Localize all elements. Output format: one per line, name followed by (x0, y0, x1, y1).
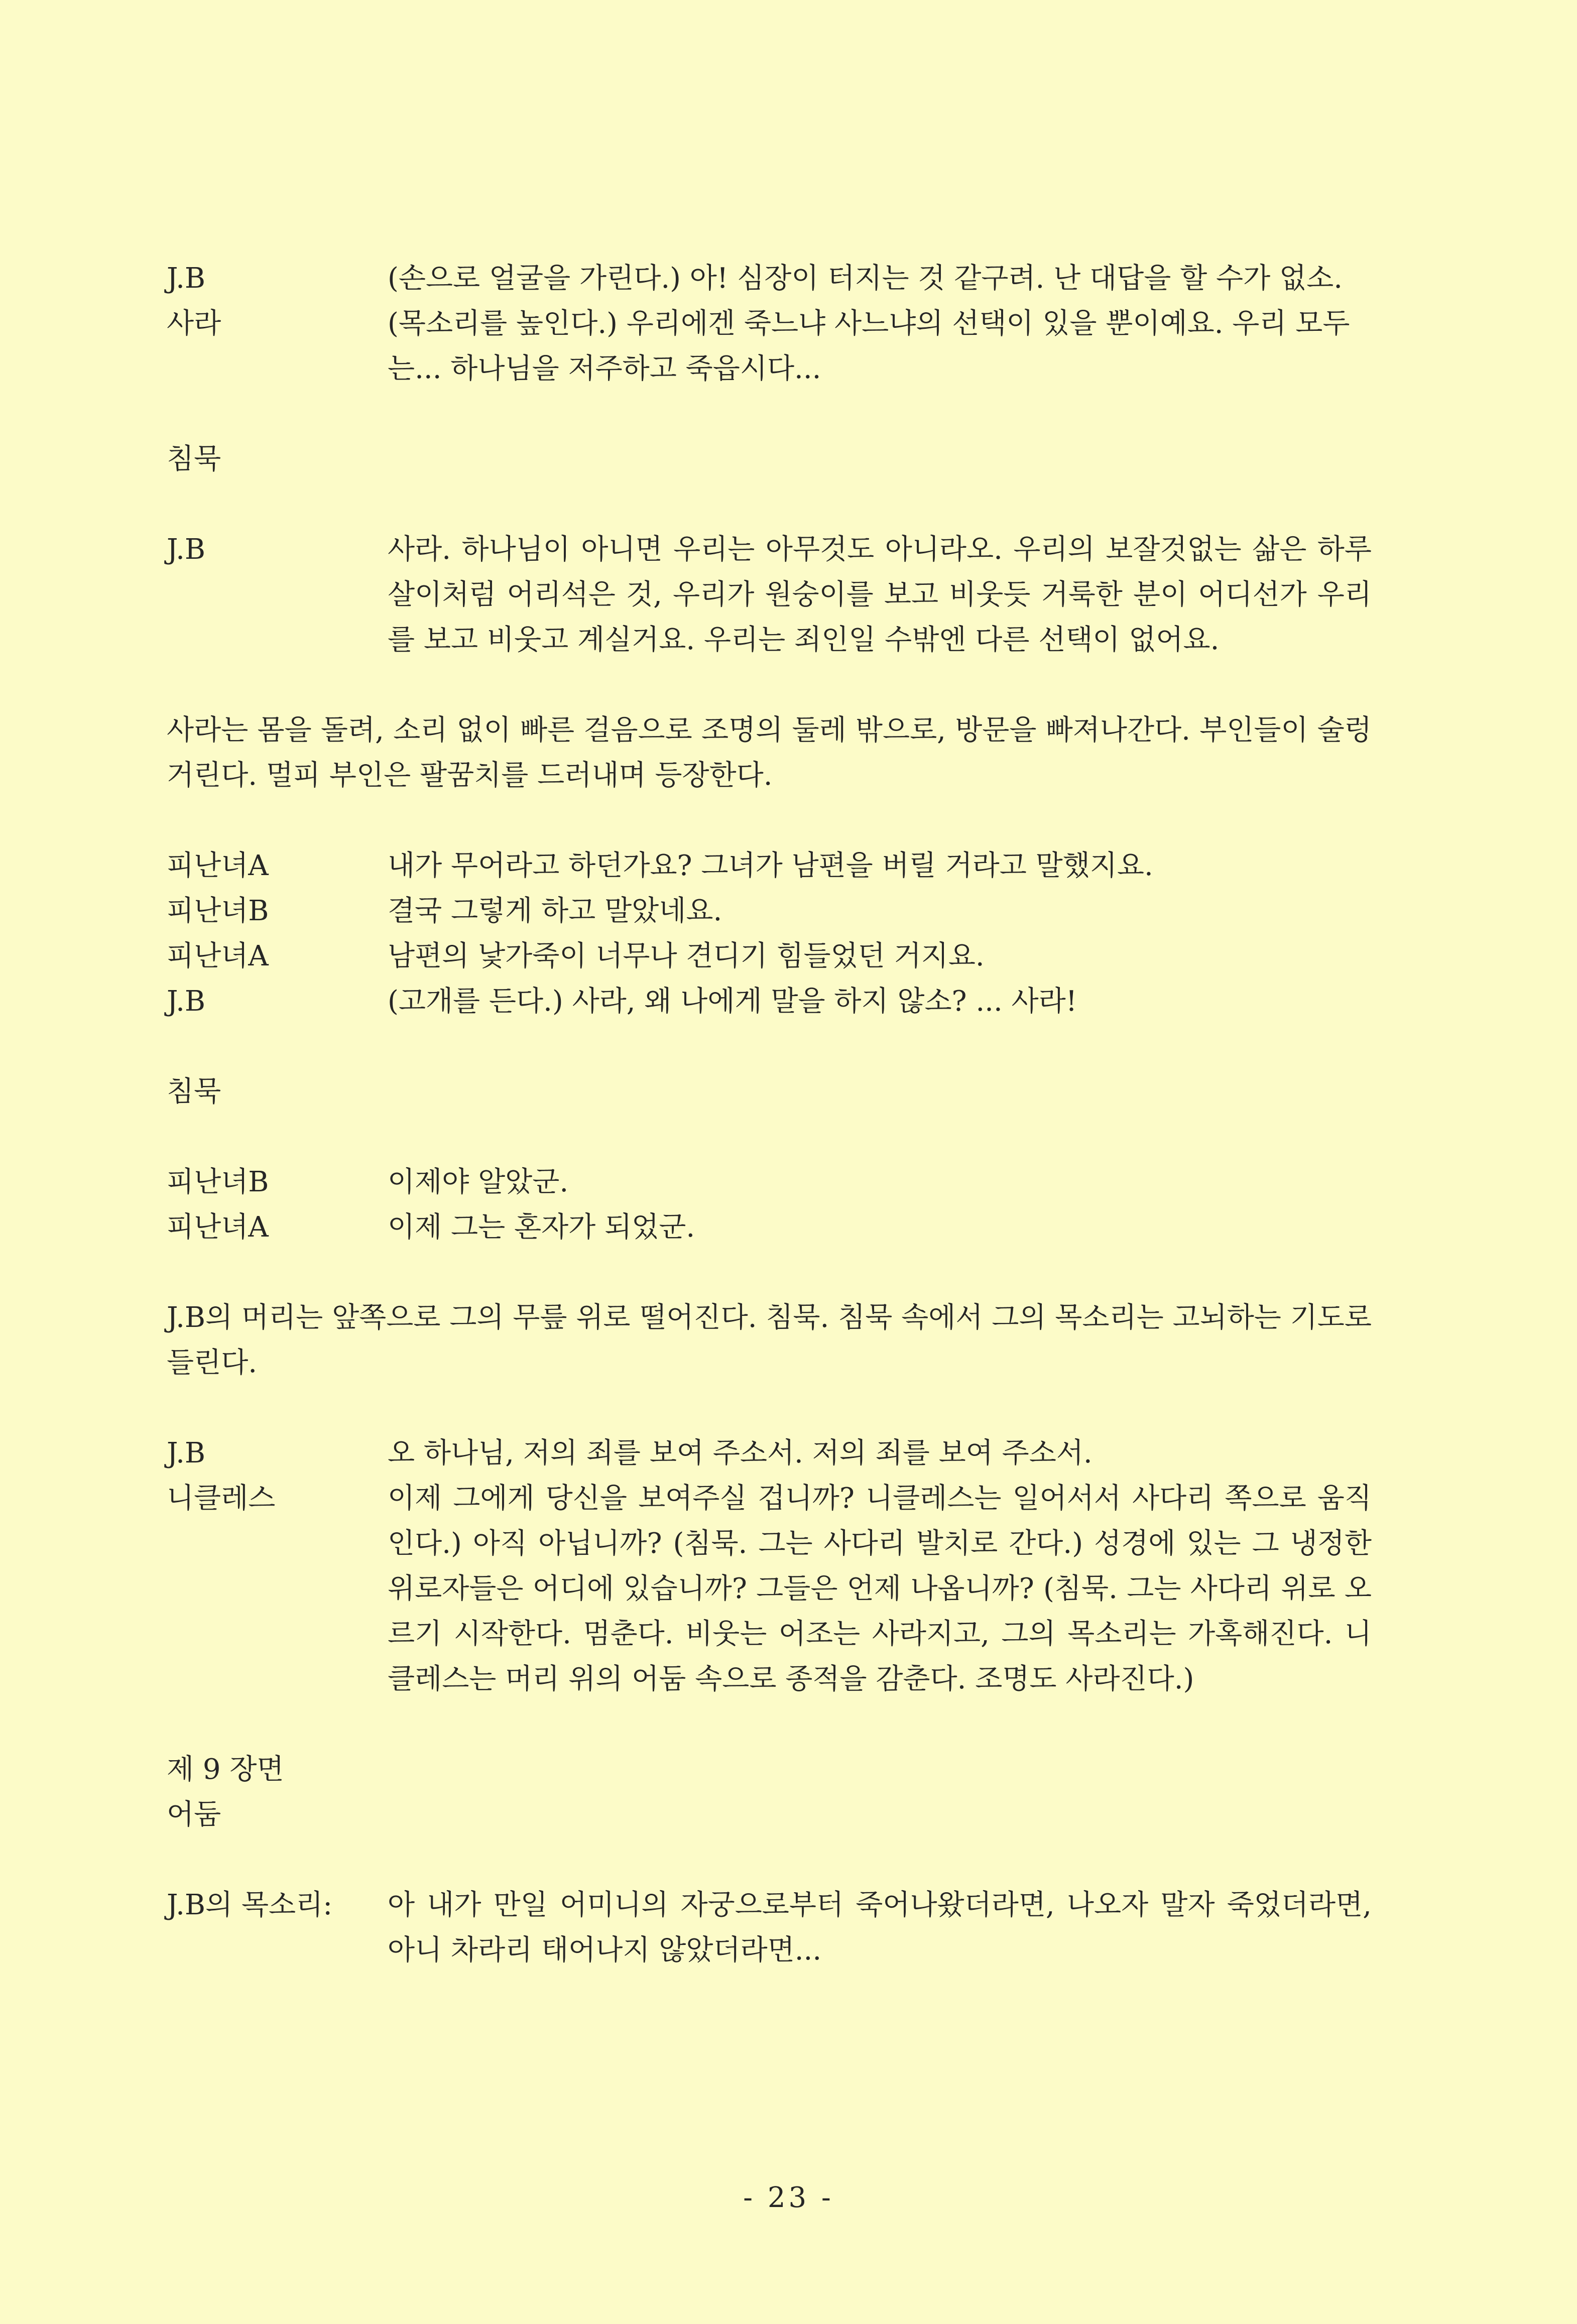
speaker-name: J.B의 목소리: (167, 1889, 333, 1921)
speaker-name: J.B (167, 262, 206, 295)
speaker-name: 피난녀A (167, 940, 269, 972)
dialogue-text: 내가 무어라고 하던가요? 그녀가 남편을 버릴 거라고 말했지요. (388, 849, 1153, 882)
speaker-name: J.B (167, 985, 206, 1018)
dialogue-line (167, 1160, 1372, 1205)
speaker-name: J.B (167, 533, 206, 566)
dialogue-line (167, 301, 1372, 392)
dialogue-text: (고개를 든다.) 사라, 왜 나에게 말을 하지 않소? ... 사라! (388, 985, 1077, 1018)
dialogue-text: 남편의 낯가죽이 너무나 견디기 힘들었던 거지요. (388, 940, 985, 972)
stage-silence: 침묵 (167, 1075, 221, 1108)
dialogue-text: (손으로 얼굴을 가린다.) 아! 심장이 터지는 것 같구려. 난 대답을 할 수가 없소. (388, 262, 1343, 295)
dialogue-line (167, 934, 1372, 979)
dialogue-line (167, 1205, 1372, 1250)
dialogue-text: 아 내가 만일 어미니의 자궁으로부터 죽어나왔더라면, 나오자 말자 죽었더라면, 아니 차라리 태어나지 않았더라면... (388, 1889, 1372, 1967)
dialogue-text: 이제 그는 혼자가 되었군. (388, 1211, 695, 1244)
dialogue-text: (목소리를 높인다.) 우리에겐 죽느냐 사느냐의 선택이 있을 뿐이예요. 우리 모두는... 하나님을 저주하고 죽읍시다... (388, 307, 1350, 385)
stage-silence: 침묵 (167, 443, 221, 475)
speaker-name: 니클레스 (167, 1482, 276, 1515)
speaker-name: 피난녀B (167, 895, 269, 927)
speaker-name: 피난녀A (167, 1211, 269, 1244)
dialogue-line (167, 1431, 1372, 1476)
scene-heading: 제 9 장면 (167, 1753, 284, 1786)
speaker-name: 피난녀B (167, 1166, 269, 1198)
speaker-name: 피난녀A (167, 849, 269, 882)
dialogue-text: 사라. 하나님이 아니면 우리는 아무것도 아니라오. 우리의 보잘것없는 삶은 하루살이처럼 어리석은 것, 우리가 원숭이를 보고 비웃듯 거룩한 분이 어디선가 우리를 보고 비웃고 계실거요. 우리는 죄인일 수밖엔 다른 선택이 없어요. (388, 533, 1372, 656)
dialogue-text: 이제야 알았군. (388, 1166, 569, 1198)
speaker-name: 사라 (167, 307, 221, 340)
stage-direction: J.B의 머리는 앞쪽으로 그의 무릎 위로 떨어진다. 침묵. 침묵 속에서 그의 목소리는 고뇌하는 기도로 들린다. (167, 1301, 1372, 1379)
dialogue-line (167, 889, 1372, 934)
dialogue-text: 결국 그렇게 하고 말았네요. (388, 895, 722, 927)
scene-setting: 어둠 (167, 1798, 221, 1831)
dialogue-line (167, 979, 1372, 1024)
dialogue-line (167, 527, 1372, 663)
speaker-name: J.B (167, 1437, 206, 1470)
dialogue-text: 오 하나님, 저의 죄를 보여 주소서. 저의 죄를 보여 주소서. (388, 1437, 1093, 1470)
dialogue-line (167, 843, 1372, 889)
page-number: - 23 - (743, 2181, 834, 2214)
stage-direction: 사라는 몸을 돌려, 소리 없이 빠른 걸음으로 조명의 둘레 밖으로, 방문을 빠져나간다. 부인들이 술렁거린다. 멀피 부인은 팔꿈치를 드러내며 등장한다. (167, 714, 1372, 792)
script-body (167, 256, 1372, 1973)
dialogue-line (167, 1476, 1372, 1702)
dialogue-line (167, 256, 1372, 301)
dialogue-text: 이제 그에게 당신을 보여주실 겁니까? 니클레스는 일어서서 사다리 쪽으로 움직인다.) 아직 아닙니까? (침묵. 그는 사다리 발치로 간다.) 성경에 있는 그 냉정한 위로자들은 어디에 있습니까? 그들은 언제 나옵니까? (침묵. 그는 사다리 위로 오르기 시작한다. 멈춘다. 비웃는 어조는 사라지고, 그의 목소리는 가혹해진다. 니클레스는 머리 위의 어둠 속으로 종적을 감춘다. 조명도 사라진다.) (388, 1482, 1372, 1695)
dialogue-line (167, 1883, 1372, 1973)
